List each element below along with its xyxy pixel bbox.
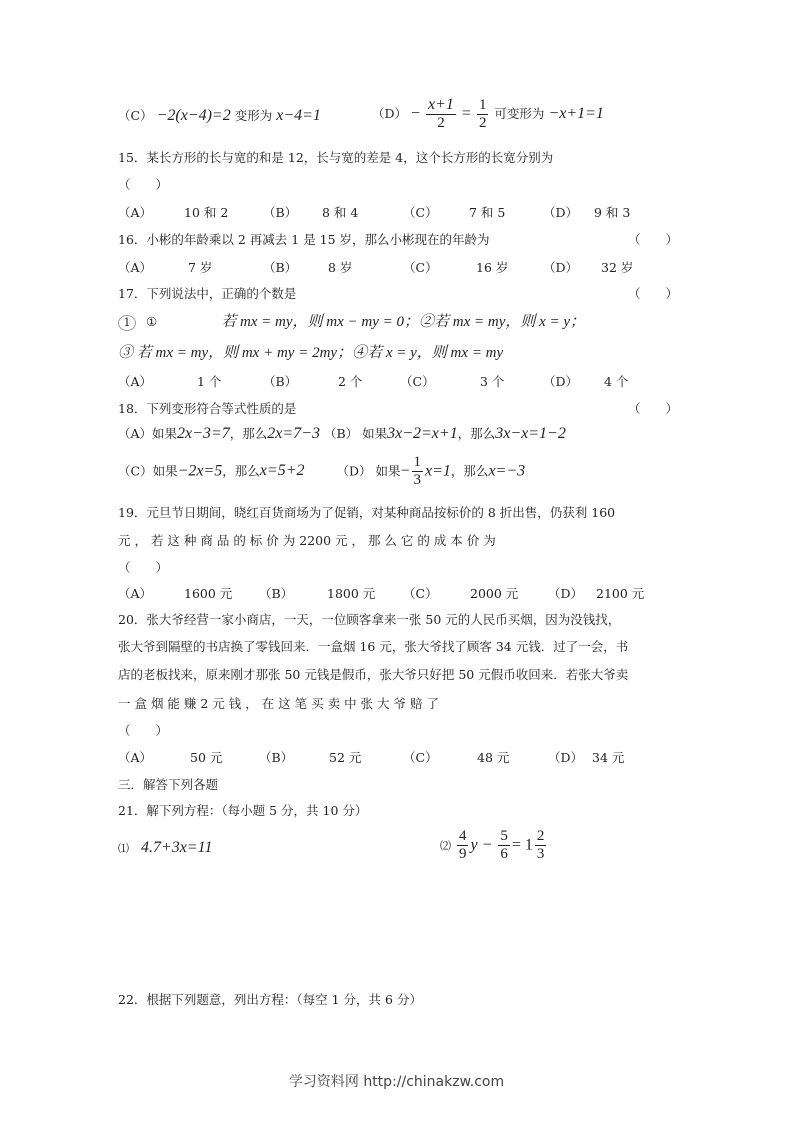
q18-d-minus: −	[400, 462, 410, 480]
q19-paren: （ ）	[118, 560, 169, 575]
q20-option-c-label: （C）	[403, 750, 438, 765]
q18-c-expr1: −2x=5	[177, 462, 223, 480]
q18-d-den: 3	[413, 472, 422, 489]
q14-d-label: （D）	[372, 105, 408, 121]
q18-a-text: （A）如果	[118, 426, 178, 441]
q16-options	[0, 258, 793, 276]
q14-d-rhs-fraction	[477, 97, 489, 133]
section-three-title: 三．解答下列各题	[118, 777, 219, 792]
q16-paren: （ ）	[628, 232, 679, 247]
q20-options	[0, 748, 793, 766]
q18-c-mid: ，那么	[222, 463, 260, 479]
q18-d-num: 1	[412, 454, 424, 472]
q20-paren: （ ）	[118, 723, 169, 738]
q18-row-cd	[118, 454, 525, 490]
q18-paren: （ ）	[628, 401, 679, 416]
q16-option-b-text: 8 岁	[328, 260, 353, 275]
q21-part2-d2: 6	[500, 846, 508, 863]
q17-option-d-text: 4 个	[604, 374, 629, 389]
q15-option-d-text: 9 和 3	[594, 205, 631, 220]
q18-stem: 18．下列变形符合等式性质的是	[118, 401, 297, 416]
q21-stem: 21．解下列方程：（每小题 5 分，共 10 分）	[118, 803, 368, 818]
q14-d-eq: =	[461, 104, 471, 122]
q14-d-expr-after: −x+1=1	[548, 104, 604, 122]
footer-watermark: 学习资料网 http://chinakzw.com	[288, 1074, 505, 1090]
q18-c-text: （C）如果	[118, 463, 178, 479]
q21-part2-frac2	[498, 828, 510, 864]
q17-option-b-label: （B）	[263, 374, 298, 389]
q20-option-b-text: 52 元	[329, 750, 362, 765]
q14-d-line	[372, 96, 604, 133]
q17-option-a-text: 1 个	[197, 374, 222, 389]
q18-d-expr2: x=−3	[488, 462, 526, 480]
q14-c-expr-after: x−4=1	[276, 107, 321, 124]
q17-item1-text: 若 mx = my，则 mx − my = 0；②若 mx = my，则 x = y；	[221, 314, 586, 330]
q16-option-d-label: （D）	[543, 260, 579, 275]
q21-part1-label: ⑴	[118, 842, 129, 855]
q19-option-a-text: 1600 元	[184, 586, 233, 601]
q18-a-expr1: 2x−3=7	[177, 425, 230, 442]
q21-part2-eq: = 1	[511, 836, 533, 854]
q17-option-a-label: （A）	[118, 374, 153, 389]
q17-paren: （ ）	[628, 286, 679, 301]
q21-part2-frac1	[457, 828, 469, 864]
q20-option-d-text: 34 元	[592, 750, 625, 765]
q18-b-mid: ，那么	[457, 426, 496, 441]
q18-c-expr2: x=5+2	[259, 462, 305, 480]
q17-options	[0, 372, 793, 390]
q16-stem: 16．小彬的年龄乘以 2 再减去 1 是 15 岁，那么小彬现在的年龄为	[118, 232, 490, 247]
q17-option-b-text: 2 个	[338, 374, 363, 389]
q18-d-expr1: x=1	[425, 462, 451, 480]
q15-option-c-text: 7 和 5	[469, 205, 506, 220]
q21-part2-n3: 2	[535, 828, 547, 846]
q21-part2-n2: 5	[498, 828, 510, 846]
q14-d-fraction	[426, 96, 456, 133]
q18-a-mid: ，那么	[229, 426, 268, 441]
q14-c-mid: 变形为	[234, 108, 273, 123]
q18-b-expr1: 3x−2=x+1	[387, 425, 458, 442]
q19-stem-line1: 19．元旦节日期间，晓红百货商场为了促销，对某种商品按标价的 8 折出售，仍获利 160	[118, 505, 616, 520]
q20-option-a-text: 50 元	[190, 750, 223, 765]
q19-option-b-text: 1800 元	[327, 586, 376, 601]
q20-option-a-label: （A）	[118, 750, 153, 765]
q15-option-a-text: 10 和 2	[184, 205, 229, 220]
q14-d-mid: 可变形为	[494, 105, 545, 121]
q18-b-text: （B） 如果	[323, 426, 388, 441]
q16-option-a-text: 7 岁	[188, 260, 213, 275]
q14-d-rhs-den: 2	[478, 114, 487, 131]
q22-stem: 22．根据下列题意，列出方程：（每空 1 分，共 6 分）	[118, 992, 422, 1007]
q21-part2-n1: 4	[457, 828, 469, 846]
q18-d-text: （D） 如果	[336, 463, 401, 479]
q14-line	[118, 106, 321, 128]
q21-part2-d3: 3	[536, 846, 545, 863]
q17-item1-num: ①	[145, 314, 158, 329]
q18-d-mid: ，那么	[450, 463, 489, 479]
q17-item-row1	[118, 310, 585, 331]
q17-option-d-label: （D）	[543, 374, 579, 389]
q21-part1	[118, 839, 213, 857]
q19-option-a-label: （A）	[118, 586, 153, 601]
q21-part2-label: ⑵	[440, 839, 451, 853]
q15-option-c-label: （C）	[403, 205, 438, 220]
q21-part2-y: y −	[470, 836, 493, 854]
q19-option-c-text: 2000 元	[470, 586, 519, 601]
q20-stem-line4: 一 盒 烟 能 赚 2 元 钱 ， 在 这 笔 买 卖 中 张 大 爷 赔 了	[118, 696, 439, 711]
q17-item-row2: ③ 若 mx = my，则 mx + my = 2my；④若 x = y，则 mx = my	[118, 345, 504, 361]
q14-d-minus: −	[411, 104, 421, 122]
q19-option-d-label: （D）	[548, 586, 584, 601]
q17-item-marker: 1	[118, 315, 136, 331]
q21-part1-expr: 4.7+3x=11	[140, 839, 213, 856]
q21-part2-d1: 9	[458, 846, 467, 863]
q16-option-d-text: 32 岁	[601, 260, 634, 275]
q18-b-expr2: 3x−x=1−2	[495, 425, 566, 442]
q19-option-c-label: （C）	[403, 586, 438, 601]
q17-option-c-text: 3 个	[480, 374, 505, 389]
q14-d-frac-num: x+1	[426, 96, 456, 115]
q20-option-b-label: （B）	[259, 750, 294, 765]
q20-option-c-text: 48 元	[477, 750, 510, 765]
q14-d-frac-den: 2	[437, 115, 445, 132]
q15-options	[0, 203, 793, 221]
q15-option-a-label: （A）	[118, 205, 153, 220]
q20-stem-line3: 店的老板找来，原来刚才那张 50 元钱是假币，张大爷只好把 50 元假币收回来．若张大爷卖	[118, 667, 629, 682]
q19-option-b-label: （B）	[259, 586, 294, 601]
q15-option-b-text: 8 和 4	[322, 205, 359, 220]
q16-option-c-label: （C）	[403, 260, 438, 275]
q15-paren: （ ）	[118, 177, 169, 192]
q16-option-a-label: （A）	[118, 260, 153, 275]
q18-d-fraction	[412, 454, 424, 490]
q21-part2	[440, 828, 548, 864]
q20-option-d-label: （D）	[548, 750, 584, 765]
q15-option-d-label: （D）	[543, 205, 579, 220]
q21-part2-frac3	[535, 828, 547, 864]
q16-option-b-label: （B）	[263, 260, 298, 275]
q18-a-expr2: 2x=7−3	[267, 425, 320, 442]
q14-c-label: （C）	[118, 108, 153, 123]
q14-d-rhs-num: 1	[477, 97, 489, 115]
q20-stem-line1: 20．张大爷经营一家小商店，一天，一位顾客拿来一张 50 元的人民币买烟，因为没钱找，	[118, 612, 621, 627]
q15-option-b-label: （B）	[263, 205, 298, 220]
q14-c-expr-before: −2(x−4)=2	[156, 107, 231, 124]
q19-option-d-text: 2100 元	[596, 586, 645, 601]
q16-option-c-text: 16 岁	[476, 260, 509, 275]
q17-option-c-label: （C）	[400, 374, 435, 389]
q19-stem-line2: 元 ， 若 这 种 商 品 的 标 价 为 2200 元 ， 那 么 它 的 成 本 价 为	[118, 533, 496, 548]
q19-options	[0, 584, 793, 602]
q17-stem: 17．下列说法中，正确的个数是	[118, 286, 297, 301]
q15-stem: 15．某长方形的长与宽的和是 12，长与宽的差是 4，这个长方形的长宽分别为	[118, 150, 554, 165]
q20-stem-line2: 张大爷到隔壁的书店换了零钱回来．一盒烟 16 元，张大爷找了顾客 34 元钱．过了一会，书	[118, 639, 629, 654]
q18-row-ab	[118, 424, 566, 443]
